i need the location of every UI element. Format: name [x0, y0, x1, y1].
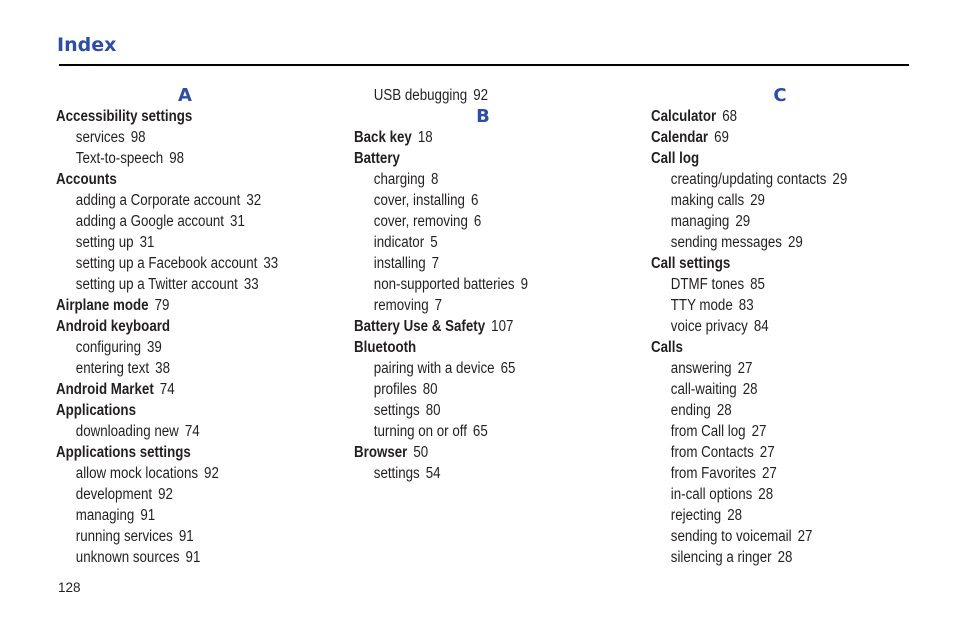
subentry-text: from Call log	[670, 423, 746, 440]
page-reference: 74	[159, 381, 175, 398]
subentry-text: TTY mode	[670, 297, 733, 314]
index-subentry	[354, 274, 586, 295]
header-rule	[59, 64, 909, 66]
page-reference: 7	[431, 255, 440, 272]
subentry-text: call-waiting	[670, 381, 737, 398]
page-reference: 65	[500, 360, 516, 377]
page-reference: 50	[413, 444, 429, 461]
page-reference: 29	[787, 234, 803, 251]
subentry-text: unknown sources	[75, 549, 180, 566]
index-subentry	[651, 358, 883, 379]
page-reference: 31	[230, 213, 245, 230]
subentry-text: Text-to-speech	[75, 150, 164, 167]
page-title: Index	[57, 34, 117, 56]
entry-term: Airplane mode	[56, 297, 149, 314]
page-reference: 80	[422, 381, 438, 398]
index-subentry	[651, 505, 883, 526]
index-subentry	[651, 484, 883, 505]
index-subentry	[56, 148, 288, 169]
subentry-text: silencing a ringer	[670, 549, 772, 566]
page-reference: 27	[761, 465, 777, 482]
index-entry	[56, 316, 288, 337]
subentry-text: indicator	[373, 234, 425, 251]
index-subentry	[651, 547, 883, 568]
subentry-text: charging	[373, 171, 425, 188]
subentry-text: turning on or off	[373, 423, 467, 440]
page-reference: 38	[155, 360, 171, 377]
page-reference: 31	[139, 234, 155, 251]
index-column-c	[651, 85, 921, 568]
index-subentry	[56, 190, 288, 211]
subentry-text: from Contacts	[670, 444, 754, 461]
page-reference: 65	[472, 423, 488, 440]
subentry-text: from Favorites	[670, 465, 756, 482]
page-reference: 27	[751, 423, 767, 440]
subentry-text: voice privacy	[670, 318, 748, 335]
subentry-text: settings	[373, 465, 420, 482]
subentry-text: in-call options	[670, 486, 753, 503]
page-reference: 33	[243, 276, 259, 293]
page-reference: 8	[430, 171, 439, 188]
page-reference: 29	[735, 213, 751, 230]
index-subentry	[56, 463, 288, 484]
subentry-text: setting up a Twitter account	[75, 276, 238, 293]
index-subentry	[354, 400, 586, 421]
page-reference: 27	[737, 360, 753, 377]
index-subentry	[56, 232, 288, 253]
index-subentry	[354, 295, 586, 316]
subentry-text: settings	[373, 402, 420, 419]
subentry-text: adding a Google account	[75, 213, 225, 230]
entry-term: Android keyboard	[56, 318, 171, 335]
subentry-text: DTMF tones	[670, 276, 745, 293]
index-subentry	[651, 295, 883, 316]
index-subentry	[56, 211, 288, 232]
index-subentry	[651, 274, 883, 295]
entry-list-b	[354, 127, 624, 484]
index-entry	[354, 316, 586, 337]
page-reference: 18	[417, 129, 433, 146]
subentry-text: services	[75, 129, 125, 146]
index-subentry	[651, 169, 883, 190]
index-entry	[56, 400, 288, 421]
entry-list-b-continued	[354, 85, 624, 106]
index-subentry	[56, 484, 288, 505]
index-subentry	[651, 421, 883, 442]
entry-list-c	[651, 106, 921, 568]
subentry-text: making calls	[670, 192, 745, 209]
page-reference: 107	[491, 318, 514, 335]
index-entry	[354, 127, 586, 148]
index-subentry	[354, 85, 586, 106]
index-entry	[56, 106, 288, 127]
index-subentry	[651, 379, 883, 400]
index-entry	[56, 169, 288, 190]
index-entry	[651, 253, 883, 274]
index-entry	[56, 295, 288, 316]
index-entry	[56, 379, 288, 400]
subentry-text: cover, removing	[373, 213, 468, 230]
index-subentry	[651, 526, 883, 547]
index-subentry	[651, 190, 883, 211]
page-reference: 85	[750, 276, 765, 293]
page-reference: 69	[714, 129, 729, 146]
entry-term: Applications	[56, 402, 136, 419]
page-reference: 92	[158, 486, 173, 503]
page-reference: 92	[204, 465, 219, 482]
subentry-text: allow mock locations	[75, 465, 199, 482]
subentry-text: sending messages	[670, 234, 782, 251]
index-subentry	[56, 526, 288, 547]
entry-term: Calendar	[651, 129, 709, 146]
subentry-text: USB debugging	[373, 87, 468, 104]
index-subentry	[56, 253, 288, 274]
index-subentry	[354, 169, 586, 190]
page-reference: 27	[759, 444, 775, 461]
entry-term: Applications settings	[56, 444, 191, 461]
index-entry	[651, 337, 883, 358]
entry-term: Accessibility settings	[56, 108, 193, 125]
entry-term: Call log	[651, 150, 700, 167]
subentry-text: development	[75, 486, 153, 503]
index-subentry	[651, 442, 883, 463]
entry-term: Battery	[354, 150, 400, 167]
page-reference: 79	[154, 297, 170, 314]
page-reference: 28	[727, 507, 743, 524]
subentry-text: non-supported batteries	[373, 276, 515, 293]
page-reference: 68	[722, 108, 738, 125]
entry-term: Call settings	[651, 255, 731, 272]
page-reference: 29	[750, 192, 765, 209]
index-subentry	[56, 547, 288, 568]
index-subentry	[651, 463, 883, 484]
index-column-b	[354, 85, 624, 484]
page-number: 128	[58, 580, 81, 595]
entry-term: Back key	[354, 129, 412, 146]
subentry-text: cover, installing	[373, 192, 465, 209]
subentry-text: sending to voicemail	[670, 528, 792, 545]
page-reference: 28	[758, 486, 774, 503]
page-reference: 6	[470, 192, 479, 209]
index-subentry	[56, 274, 288, 295]
index-entry	[354, 442, 586, 463]
index-subentry	[354, 463, 586, 484]
page-reference: 54	[425, 465, 441, 482]
page-reference: 28	[742, 381, 758, 398]
index-entry	[651, 127, 883, 148]
index-entry	[354, 148, 586, 169]
entry-term: Calculator	[651, 108, 717, 125]
section-letter-a: A	[178, 85, 192, 106]
subentry-text: pairing with a device	[373, 360, 495, 377]
subentry-text: profiles	[373, 381, 417, 398]
subentry-text: downloading new	[75, 423, 179, 440]
index-subentry	[354, 421, 586, 442]
index-subentry	[354, 253, 586, 274]
subentry-text: installing	[373, 255, 426, 272]
entry-term: Bluetooth	[354, 339, 417, 356]
page-reference: 98	[169, 150, 185, 167]
entry-term: Android Market	[56, 381, 154, 398]
subentry-text: removing	[373, 297, 429, 314]
page-reference: 80	[425, 402, 441, 419]
subentry-text: answering	[670, 360, 732, 377]
entry-term: Calls	[651, 339, 683, 356]
subentry-text: running services	[75, 528, 173, 545]
page-reference: 33	[263, 255, 279, 272]
page-reference: 91	[178, 528, 194, 545]
page-reference: 84	[753, 318, 769, 335]
subentry-text: managing	[75, 507, 135, 524]
subentry-text: managing	[670, 213, 730, 230]
index-subentry	[354, 232, 586, 253]
page-reference: 91	[185, 549, 201, 566]
index-entry	[651, 106, 883, 127]
subentry-text: configuring	[75, 339, 141, 356]
index-subentry	[56, 505, 288, 526]
subentry-text: setting up	[75, 234, 134, 251]
section-letter-c: C	[773, 85, 787, 106]
index-subentry	[651, 316, 883, 337]
page-reference: 39	[147, 339, 162, 356]
index-subentry	[651, 400, 883, 421]
index-subentry	[354, 190, 586, 211]
index-subentry	[354, 358, 586, 379]
page-reference: 83	[738, 297, 754, 314]
entry-term: Battery Use & Safety	[354, 318, 486, 335]
section-letter-b: B	[476, 106, 490, 127]
page-reference: 28	[716, 402, 732, 419]
subentry-text: entering text	[75, 360, 150, 377]
page-reference: 5	[430, 234, 438, 251]
page-reference: 27	[797, 528, 813, 545]
page-reference: 29	[832, 171, 848, 188]
page-reference: 98	[130, 129, 146, 146]
index-subentry	[354, 211, 586, 232]
index-subentry	[56, 421, 288, 442]
subentry-text: creating/updating contacts	[670, 171, 827, 188]
entry-list-a	[56, 106, 326, 568]
subentry-text: rejecting	[670, 507, 722, 524]
page-reference: 92	[473, 87, 489, 104]
page-reference: 9	[520, 276, 529, 293]
index-entry	[354, 337, 586, 358]
page-reference: 32	[246, 192, 262, 209]
subentry-text: setting up a Facebook account	[75, 255, 258, 272]
subentry-text: ending	[670, 402, 711, 419]
index-subentry	[651, 211, 883, 232]
entry-term: Browser	[354, 444, 408, 461]
index-entry	[651, 148, 883, 169]
page-reference: 91	[140, 507, 156, 524]
index-subentry	[651, 232, 883, 253]
page-reference: 74	[184, 423, 200, 440]
index-subentry	[56, 358, 288, 379]
index-subentry	[56, 127, 288, 148]
subentry-text: adding a Corporate account	[75, 192, 241, 209]
index-entry	[56, 442, 288, 463]
page-reference: 28	[777, 549, 793, 566]
index-subentry	[56, 337, 288, 358]
index-subentry	[354, 379, 586, 400]
page-reference: 7	[434, 297, 443, 314]
page-reference: 6	[473, 213, 482, 230]
entry-term: Accounts	[56, 171, 117, 188]
index-column-a	[56, 85, 326, 568]
